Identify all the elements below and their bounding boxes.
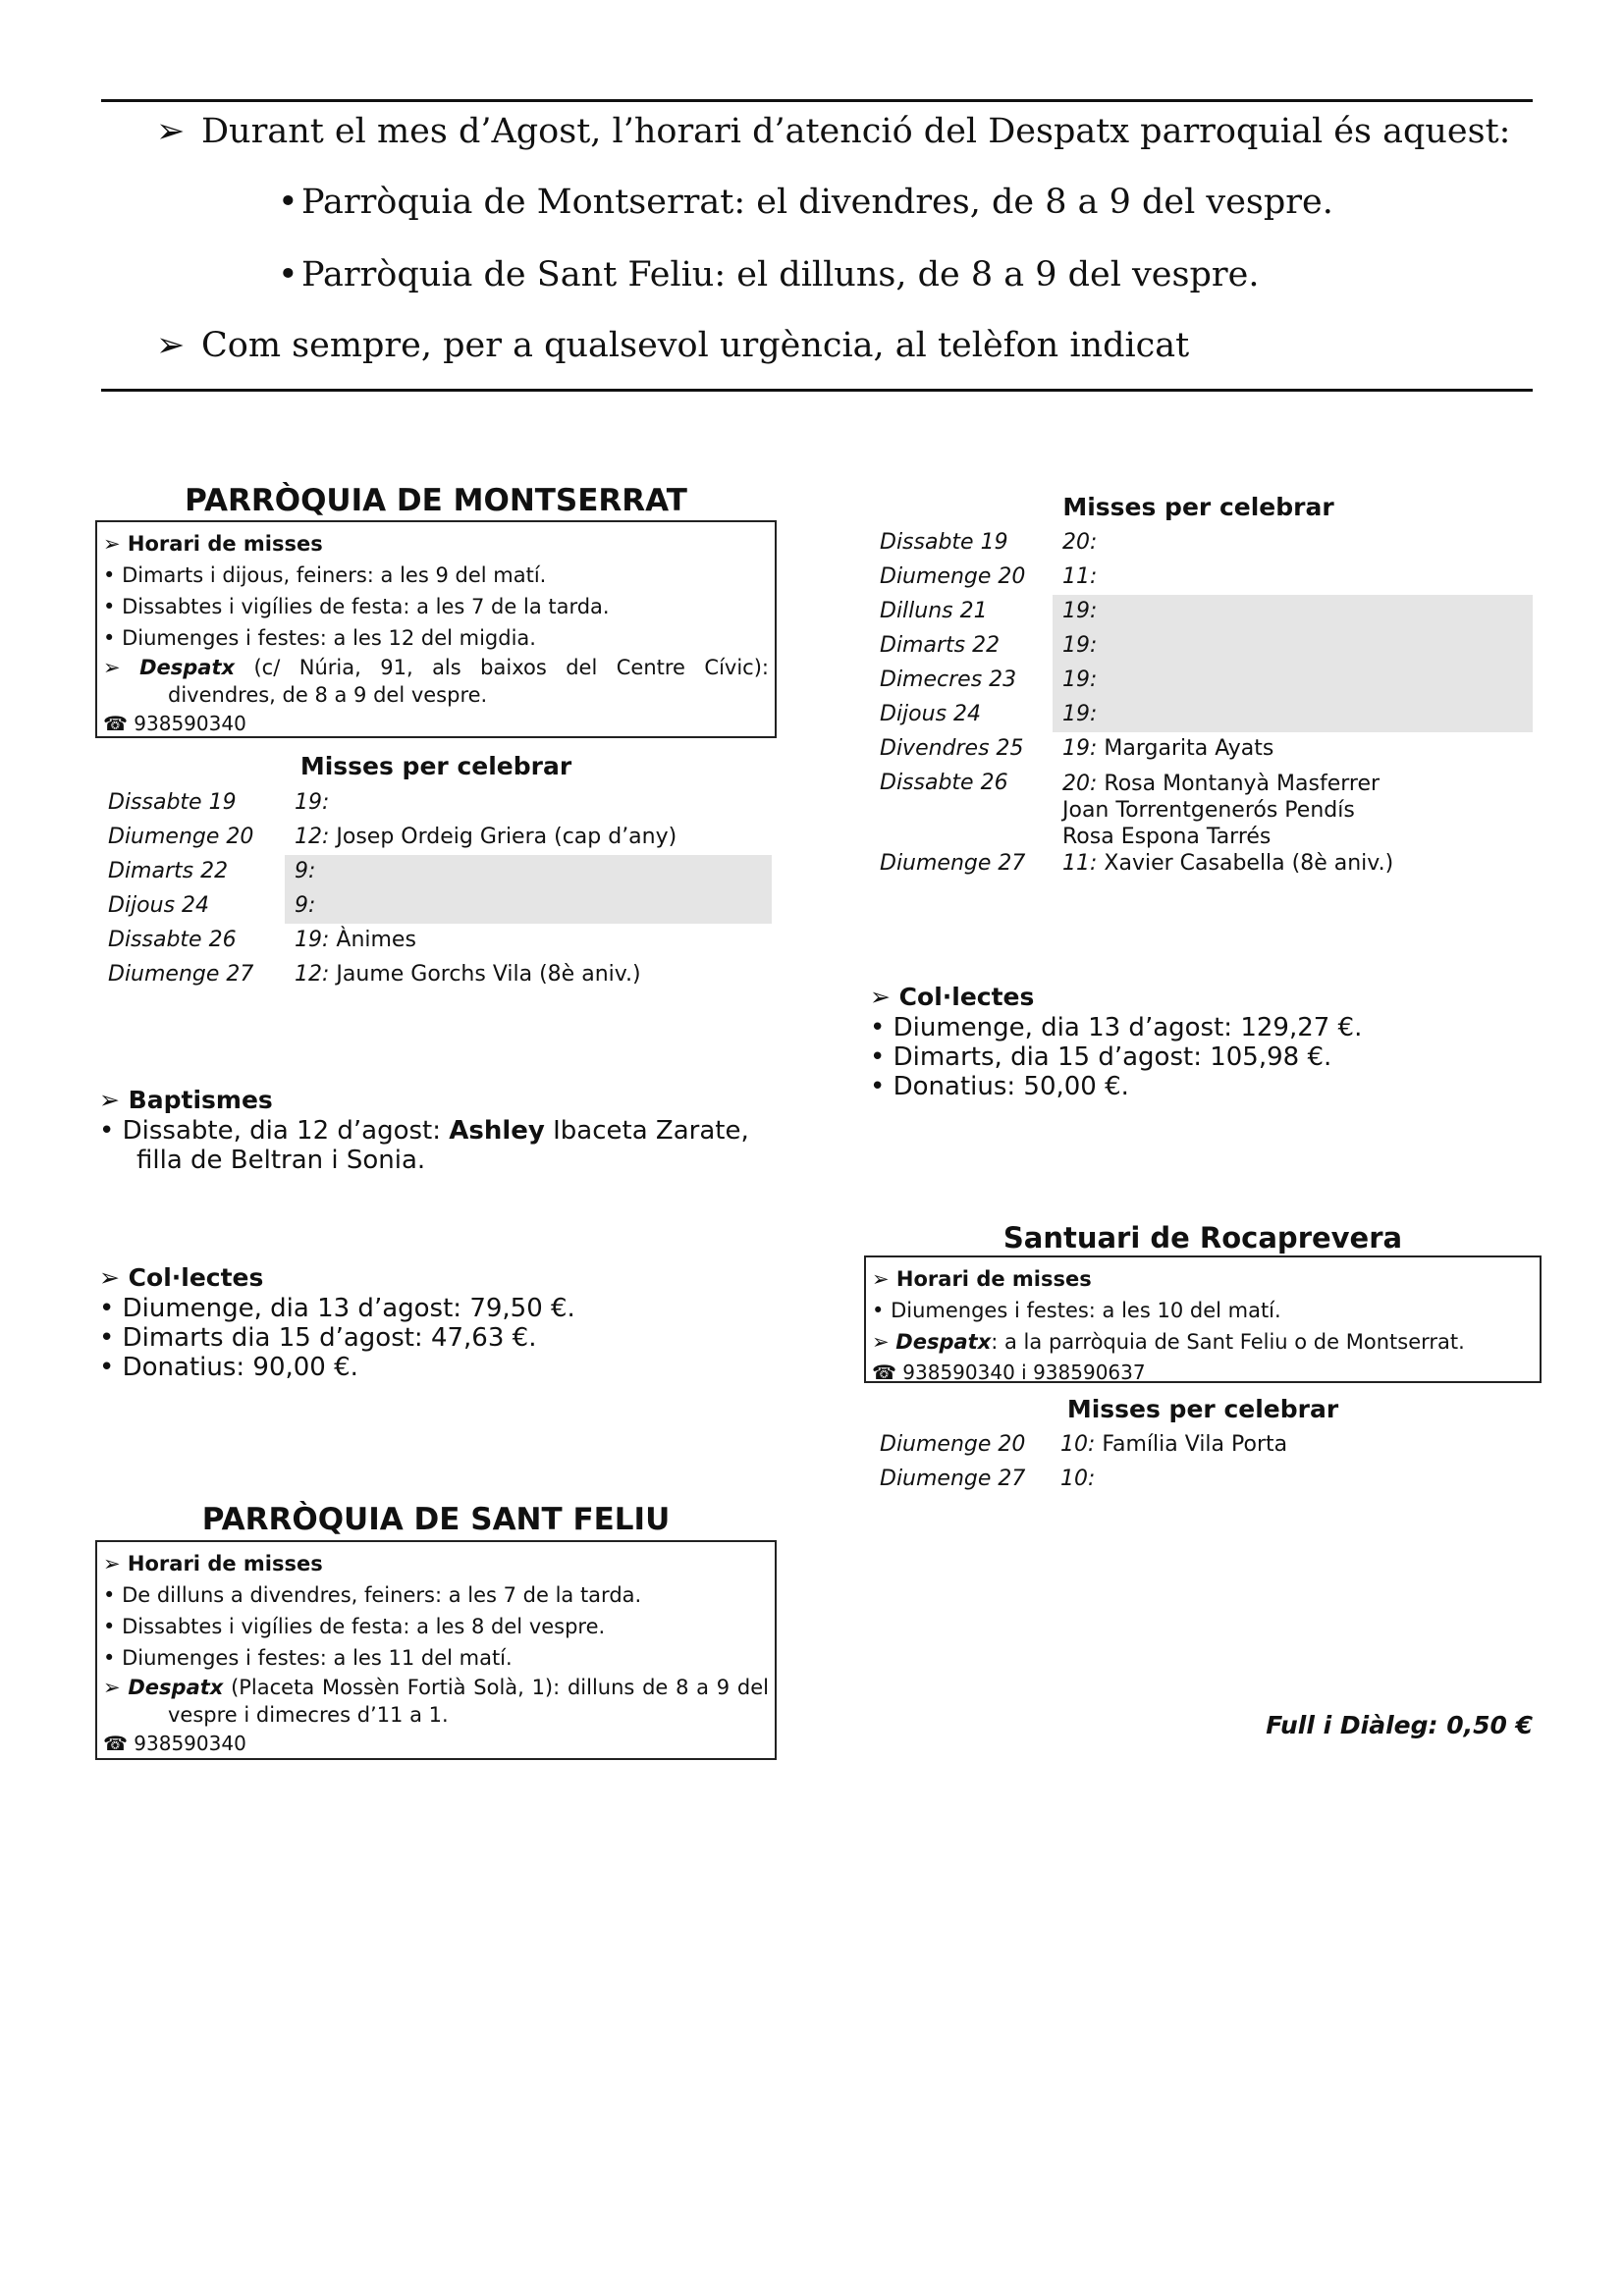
table-row: Dimecres 23 19: — [880, 664, 1533, 698]
arrow-icon: ➢ — [156, 326, 186, 365]
arrow-icon: ➢ — [99, 1086, 120, 1114]
box-item: • Diumenges i festes: a les 12 del migdia. — [103, 626, 536, 650]
box-heading: ➢ Horari de misses — [103, 532, 323, 556]
collection-item: • Donatius: 50,00 €. — [870, 1072, 1129, 1101]
bullet-icon: • — [99, 1323, 115, 1353]
phone-number: ☎ 938590340 — [103, 1732, 246, 1755]
montserrat-schedule-box — [95, 520, 777, 738]
table-row: Dilluns 21 19: — [880, 595, 1533, 629]
arrow-icon: ➢ — [103, 1552, 121, 1575]
arrow-icon: ➢ — [103, 656, 121, 679]
santfeliu-schedule-box — [95, 1540, 777, 1760]
notice-bullet-2: •Parròquia de Sant Feliu: el dilluns, de 8 a 9 del vespre. — [278, 255, 1260, 294]
collection-item: • Dimarts dia 15 d’agost: 47,63 €. — [99, 1323, 537, 1353]
collection-item: • Donatius: 90,00 €. — [99, 1353, 358, 1382]
box-item: • Diumenges i festes: a les 11 del matí. — [103, 1646, 513, 1670]
box-heading: ➢ Horari de misses — [103, 1552, 323, 1575]
bullet-icon: • — [99, 1116, 115, 1146]
table-row: Dissabte 19 19: — [108, 790, 330, 815]
table-row: Dissabte 26 20: Rosa Montanyà Masferrer Joan Torrentgenerós Pendís Rosa Espona Tarrés — [880, 771, 1380, 849]
table-row: Diumenge 27 12: Jaume Gorchs Vila (8è aniv.) — [108, 962, 641, 987]
footer-price: Full i Diàleg: 0,50 € — [1266, 1711, 1533, 1739]
table-row: Diumenge 27 11: Xavier Casabella (8è aniv.) — [880, 851, 1394, 876]
box-item: • Dimarts i dijous, feiners: a les 9 del matí. — [103, 563, 547, 587]
table-row: Dijous 24 19: — [880, 698, 1533, 732]
bullet-icon: • — [103, 1615, 116, 1638]
santfeliu-masses-table — [880, 526, 1533, 881]
table-row: Dimarts 22 9: — [108, 855, 772, 889]
arrow-icon: ➢ — [872, 1267, 890, 1291]
phone-number: ☎ 938590340 i 938590637 — [872, 1361, 1146, 1384]
collections-heading: ➢ Col·lectes — [870, 983, 1035, 1011]
rocaprevera-schedule-box — [864, 1255, 1542, 1383]
phone-icon: ☎ — [103, 1732, 128, 1755]
phone-icon: ☎ — [103, 712, 128, 735]
notice-line-1: ➢ Durant el mes d’Agost, l’horari d’atenció del Despatx parroquial és aquest: — [156, 112, 1511, 151]
santfeliu-title: PARRÒQUIA DE SANT FELIU — [201, 1502, 671, 1537]
baptism-item: • Dissabte, dia 12 d’agost: Ashley Ibaceta Zarate, filla de Beltran i Sonia. — [99, 1116, 749, 1175]
table-row: Diumenge 20 10: Família Vila Porta — [880, 1432, 1288, 1457]
table-row: Diumenge 20 11: — [880, 564, 1098, 589]
bullet-icon: • — [99, 1353, 115, 1382]
santfeliu-collections — [870, 982, 1533, 1101]
phone-number: ☎ 938590340 — [103, 712, 246, 735]
rocaprevera-masses-title: Misses per celebrar — [1066, 1395, 1339, 1423]
montserrat-masses-table — [108, 786, 772, 992]
bullet-icon: • — [103, 626, 116, 650]
bullet-icon: • — [103, 1646, 116, 1670]
bullet-icon: • — [103, 595, 116, 618]
table-row: Dissabte 19 20: — [880, 530, 1098, 555]
collections-heading: ➢ Col·lectes — [99, 1263, 264, 1292]
rocaprevera-masses-table — [880, 1428, 1533, 1497]
arrow-icon: ➢ — [103, 1676, 121, 1699]
collection-item: • Diumenge, dia 13 d’agost: 79,50 €. — [99, 1294, 575, 1323]
montserrat-baptisms — [99, 1085, 777, 1175]
montserrat-collections — [99, 1262, 777, 1382]
bullet-icon: • — [278, 183, 298, 222]
collection-item: • Dimarts, dia 15 d’agost: 105,98 €. — [870, 1042, 1332, 1072]
table-row: Dimarts 22 19: — [880, 629, 1533, 664]
bullet-icon: • — [278, 255, 298, 294]
rocaprevera-title: Santuari de Rocaprevera — [1002, 1221, 1403, 1255]
arrow-icon: ➢ — [870, 983, 891, 1011]
bullet-icon: • — [103, 1583, 116, 1607]
santfeliu-masses-title: Misses per celebrar — [1062, 493, 1334, 521]
arrow-icon: ➢ — [99, 1263, 120, 1292]
office-hours: ➢ Despatx (Placeta Mossèn Fortià Solà, 1): dilluns de 8 a 9 del vespre i dimecres d’11 a 1. — [103, 1676, 769, 1727]
collection-item: • Diumenge, dia 13 d’agost: 129,27 €. — [870, 1013, 1363, 1042]
bullet-icon: • — [872, 1299, 885, 1322]
bullet-icon: • — [99, 1294, 115, 1323]
notice-bullet-1: •Parròquia de Montserrat: el divendres, de 8 a 9 del vespre. — [278, 183, 1333, 222]
notice-line-2: ➢ Com sempre, per a qualsevol urgència, al telèfon indicat — [156, 326, 1190, 365]
table-row: Diumenge 20 12: Josep Ordeig Griera (cap d’any) — [108, 825, 677, 849]
baptisms-heading: ➢ Baptismes — [99, 1086, 273, 1114]
arrow-icon: ➢ — [872, 1330, 890, 1354]
table-row: Dijous 24 9: — [108, 889, 772, 924]
arrow-icon: ➢ — [103, 532, 121, 556]
box-heading: ➢ Horari de misses — [872, 1267, 1092, 1291]
box-item: • De dilluns a divendres, feiners: a les 7 de la tarda. — [103, 1583, 642, 1607]
bullet-icon: • — [870, 1072, 886, 1101]
montserrat-title: PARRÒQUIA DE MONTSERRAT — [185, 483, 687, 518]
box-item: • Diumenges i festes: a les 10 del matí. — [872, 1299, 1281, 1322]
phone-icon: ☎ — [872, 1361, 896, 1384]
table-row: Dissabte 26 19: Ànimes — [108, 928, 416, 952]
bullet-icon: • — [870, 1013, 886, 1042]
office-hours: ➢ Despatx (c/ Núria, 91, als baixos del Centre Cívic): divendres, de 8 a 9 del vespre. — [103, 656, 769, 707]
table-row: Divendres 25 19: Margarita Ayats — [880, 736, 1274, 761]
montserrat-masses-title: Misses per celebrar — [299, 752, 572, 780]
office-hours: ➢ Despatx: a la parròquia de Sant Feliu o de Montserrat. — [872, 1330, 1465, 1354]
bullet-icon: • — [870, 1042, 886, 1072]
box-item: • Dissabtes i vigílies de festa: a les 8 del vespre. — [103, 1615, 606, 1638]
table-row: Diumenge 27 10: — [880, 1467, 1096, 1491]
notice-box — [101, 99, 1533, 392]
arrow-icon: ➢ — [156, 112, 186, 151]
box-item: • Dissabtes i vigílies de festa: a les 7 de la tarda. — [103, 595, 610, 618]
bullet-icon: • — [103, 563, 116, 587]
